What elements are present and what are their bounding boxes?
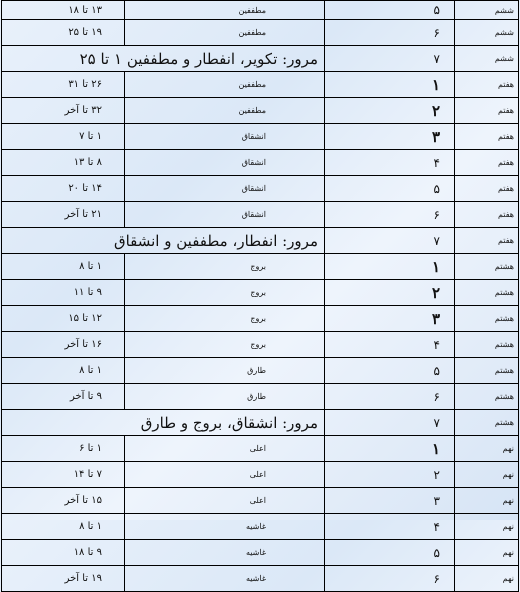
table-row: [2, 124, 519, 150]
surah-cell: طارق: [125, 358, 325, 384]
day-cell: هفتم: [455, 72, 519, 98]
table-row: [2, 20, 519, 46]
day-cell: نهم: [455, 540, 519, 566]
review-row: [2, 46, 519, 72]
table-row: [2, 384, 519, 410]
day-cell: هفتم: [455, 98, 519, 124]
verse-range-cell: ۱۴ تا ۲۰: [2, 176, 125, 202]
surah-cell: بروج: [125, 280, 325, 306]
surah-cell: غاشیه: [125, 514, 325, 540]
session-number-cell: ۴: [325, 514, 455, 540]
surah-cell: اعلی: [125, 436, 325, 462]
day-cell: هشتم: [455, 384, 519, 410]
surah-cell: بروج: [125, 254, 325, 280]
surah-cell: بروج: [125, 332, 325, 358]
verse-range-cell: ۱ تا ۸: [2, 358, 125, 384]
table-row: [2, 514, 519, 540]
table-row: [2, 488, 519, 514]
table-row: [2, 358, 519, 384]
session-number-cell: ۳: [325, 306, 455, 332]
table-row: [2, 1, 519, 20]
table-row: [2, 306, 519, 332]
verse-range-cell: ۱ تا ۷: [2, 124, 125, 150]
verse-range-cell: ۹ تا آخر: [2, 384, 125, 410]
verse-range-cell: ۱۲ تا ۱۵: [2, 306, 125, 332]
surah-cell: اعلی: [125, 462, 325, 488]
day-cell: هشتم: [455, 254, 519, 280]
verse-range-cell: ۱۵ تا آخر: [2, 488, 125, 514]
day-cell: هشتم: [455, 410, 519, 436]
day-cell: هفتم: [455, 228, 519, 254]
session-number-cell: ۲: [325, 280, 455, 306]
surah-cell: غاشیه: [125, 540, 325, 566]
session-number-cell: ۴: [325, 332, 455, 358]
session-number-cell: ۶: [325, 202, 455, 228]
session-number-cell: ۱: [325, 436, 455, 462]
table-row: [2, 150, 519, 176]
day-cell: نهم: [455, 436, 519, 462]
verse-range-cell: ۱۳ تا ۱۸: [2, 1, 125, 20]
surah-cell: مطففین: [125, 20, 325, 46]
verse-range-cell: ۱ تا ۶: [2, 436, 125, 462]
table-row: [2, 462, 519, 488]
review-cell: مرور: انشقاق، بروج و طارق: [2, 410, 325, 436]
verse-range-cell: ۷ تا ۱۴: [2, 462, 125, 488]
session-number-cell: ۵: [325, 176, 455, 202]
verse-range-cell: ۱ تا ۸: [2, 514, 125, 540]
day-cell: نهم: [455, 566, 519, 592]
session-number-cell: ۳: [325, 124, 455, 150]
table-row: [2, 566, 519, 592]
review-row: [2, 410, 519, 436]
surah-cell: انشقاق: [125, 124, 325, 150]
day-cell: هفتم: [455, 124, 519, 150]
surah-cell: انشقاق: [125, 150, 325, 176]
day-cell: هشتم: [455, 358, 519, 384]
session-number-cell: ۷: [325, 46, 455, 72]
review-cell: مرور: انفطار، مطففین و انشقاق: [2, 228, 325, 254]
surah-cell: مطففین: [125, 1, 325, 20]
verse-range-cell: ۱ تا ۸: [2, 254, 125, 280]
review-cell: مرور: تکویر، انفطار و مطففین ۱ تا ۲۵: [2, 46, 325, 72]
day-cell: ششم: [455, 20, 519, 46]
table-row: [2, 540, 519, 566]
table-row: [2, 98, 519, 124]
day-cell: نهم: [455, 462, 519, 488]
surah-cell: طارق: [125, 384, 325, 410]
session-number-cell: ۲: [325, 462, 455, 488]
day-cell: هفتم: [455, 176, 519, 202]
verse-range-cell: ۱۹ تا آخر: [2, 566, 125, 592]
surah-cell: انشقاق: [125, 176, 325, 202]
day-cell: ششم: [455, 46, 519, 72]
table-row: [2, 280, 519, 306]
session-number-cell: ۷: [325, 228, 455, 254]
session-number-cell: ۶: [325, 20, 455, 46]
session-number-cell: ۴: [325, 150, 455, 176]
verse-range-cell: ۳۲ تا آخر: [2, 98, 125, 124]
verse-range-cell: ۹ تا ۱۱: [2, 280, 125, 306]
surah-cell: انشقاق: [125, 202, 325, 228]
session-number-cell: ۷: [325, 410, 455, 436]
session-number-cell: ۶: [325, 384, 455, 410]
surah-cell: اعلی: [125, 488, 325, 514]
session-number-cell: ۵: [325, 358, 455, 384]
schedule-body: [2, 1, 519, 592]
table-row: [2, 332, 519, 358]
table-row: [2, 202, 519, 228]
verse-range-cell: ۱۶ تا آخر: [2, 332, 125, 358]
table-row: [2, 72, 519, 98]
day-cell: ششم: [455, 1, 519, 20]
surah-cell: مطففین: [125, 98, 325, 124]
day-cell: نهم: [455, 514, 519, 540]
surah-cell: غاشیه: [125, 566, 325, 592]
day-cell: هشتم: [455, 332, 519, 358]
day-cell: هفتم: [455, 202, 519, 228]
table-row: [2, 176, 519, 202]
session-number-cell: ۶: [325, 566, 455, 592]
surah-cell: بروج: [125, 306, 325, 332]
review-row: [2, 228, 519, 254]
verse-range-cell: ۸ تا ۱۳: [2, 150, 125, 176]
session-number-cell: ۱: [325, 254, 455, 280]
verse-range-cell: ۹ تا ۱۸: [2, 540, 125, 566]
table-row: [2, 436, 519, 462]
day-cell: هشتم: [455, 306, 519, 332]
surah-cell: مطففین: [125, 72, 325, 98]
session-number-cell: ۱: [325, 72, 455, 98]
session-number-cell: ۳: [325, 488, 455, 514]
day-cell: هفتم: [455, 150, 519, 176]
day-cell: نهم: [455, 488, 519, 514]
schedule-table: [1, 0, 519, 592]
session-number-cell: ۵: [325, 1, 455, 20]
table-row: [2, 254, 519, 280]
session-number-cell: ۵: [325, 540, 455, 566]
session-number-cell: ۲: [325, 98, 455, 124]
verse-range-cell: ۱۹ تا ۲۵: [2, 20, 125, 46]
day-cell: هشتم: [455, 280, 519, 306]
verse-range-cell: ۲۶ تا ۳۱: [2, 72, 125, 98]
verse-range-cell: ۲۱ تا آخر: [2, 202, 125, 228]
